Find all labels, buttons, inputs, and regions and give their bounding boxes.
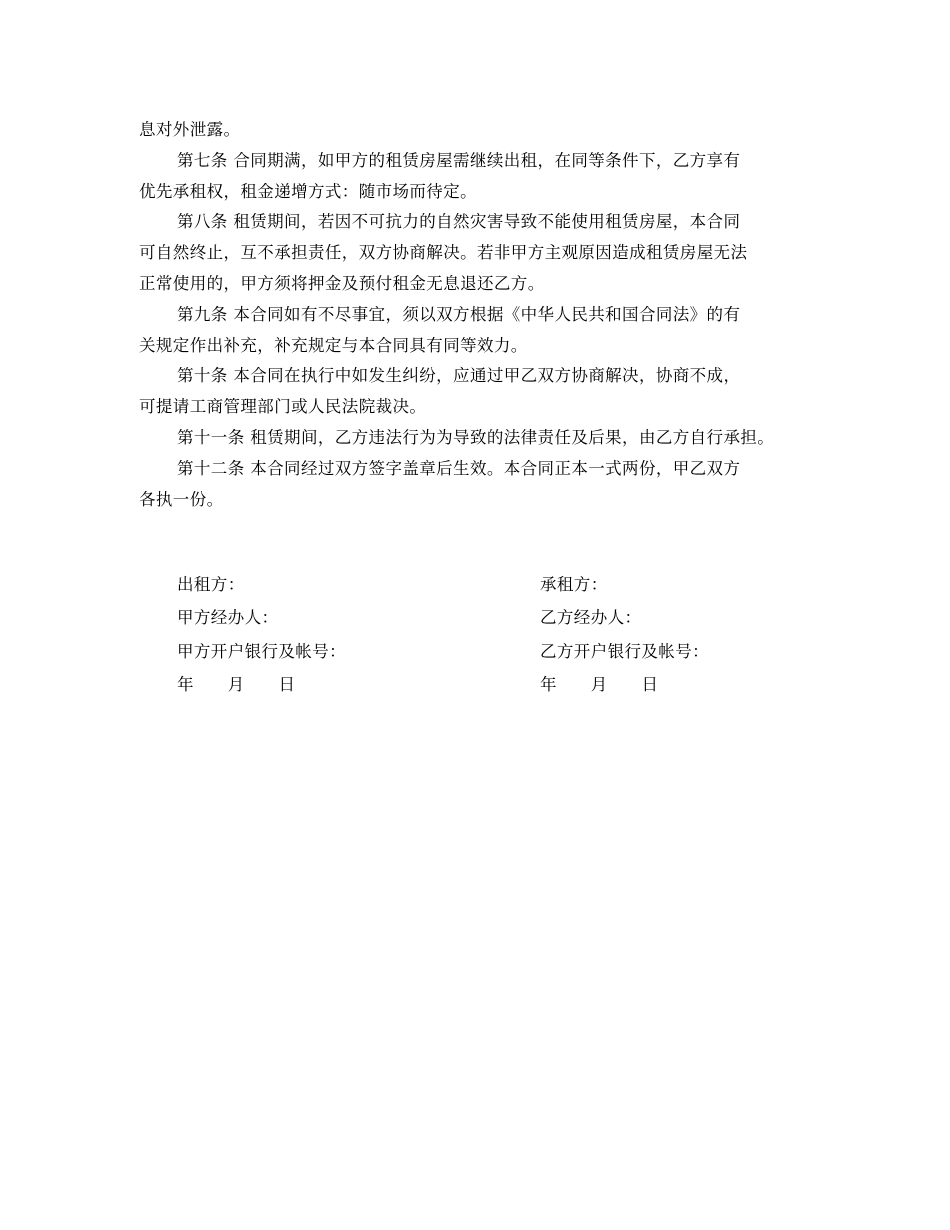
clause-8-line-2: 可自然终止，互不承担责任，双方协商解决。若非甲方主观原因造成租赁房屋无法 bbox=[139, 243, 748, 263]
clause-8-line-3: 正常使用的，甲方须将押金及预付租金无息退还乙方。 bbox=[139, 273, 545, 293]
clause-12-line-1: 第十二条 本合同经过双方签字盖章后生效。本合同正本一式两份，甲乙双方 bbox=[177, 458, 741, 478]
signature-block bbox=[177, 568, 797, 701]
signature-row-date bbox=[177, 668, 797, 701]
clause-11-line-1: 第十一条 租赁期间，乙方违法行为为导致的法律责任及后果，由乙方自行承担。 bbox=[177, 427, 775, 447]
party-a-bank-label: 甲方开户银行及帐号： bbox=[177, 641, 346, 661]
party-a-agent-label: 甲方经办人： bbox=[177, 608, 279, 628]
lessee-label: 承租方： bbox=[540, 575, 608, 594]
clause-8-line-1: 第八条 租赁期间，若因不可抗力的自然灾害导致不能使用租赁房屋，本合同 bbox=[177, 212, 741, 232]
party-b-bank-label: 乙方开户银行及帐号： bbox=[540, 641, 709, 661]
party-b-agent-label: 乙方经办人： bbox=[540, 608, 642, 628]
clause-10-line-1: 第十条 本合同在执行中如发生纠纷，应通过甲乙双方协商解决，协商不成， bbox=[177, 366, 741, 386]
clause-7-line-1: 第七条 合同期满，如甲方的租赁房屋需继续出租，在同等条件下，乙方享有 bbox=[177, 150, 741, 170]
clause-7-line-2: 优先承租权，租金递增方式：随市场而待定。 bbox=[139, 181, 477, 201]
clause-12-line-2: 各执一份。 bbox=[139, 489, 224, 509]
clause-10-line-2: 可提请工商管理部门或人民法院裁决。 bbox=[139, 397, 427, 417]
signature-row-parties bbox=[177, 568, 797, 601]
signature-row-agents bbox=[177, 601, 797, 634]
date-left: 年 月 日 bbox=[177, 674, 296, 694]
contract-body bbox=[139, 115, 829, 515]
clause-6-continuation: 息对外泄露。 bbox=[139, 120, 241, 139]
clause-9-line-1: 第九条 本合同如有不尽事宜，须以双方根据《中华人民共和国合同法》的有 bbox=[177, 304, 741, 324]
clause-9-line-2: 关规定作出补充，补充规定与本合同具有同等效力。 bbox=[139, 335, 528, 355]
date-right: 年 月 日 bbox=[540, 674, 659, 694]
signature-row-bank bbox=[177, 635, 797, 668]
lessor-label: 出租方： bbox=[177, 575, 245, 594]
